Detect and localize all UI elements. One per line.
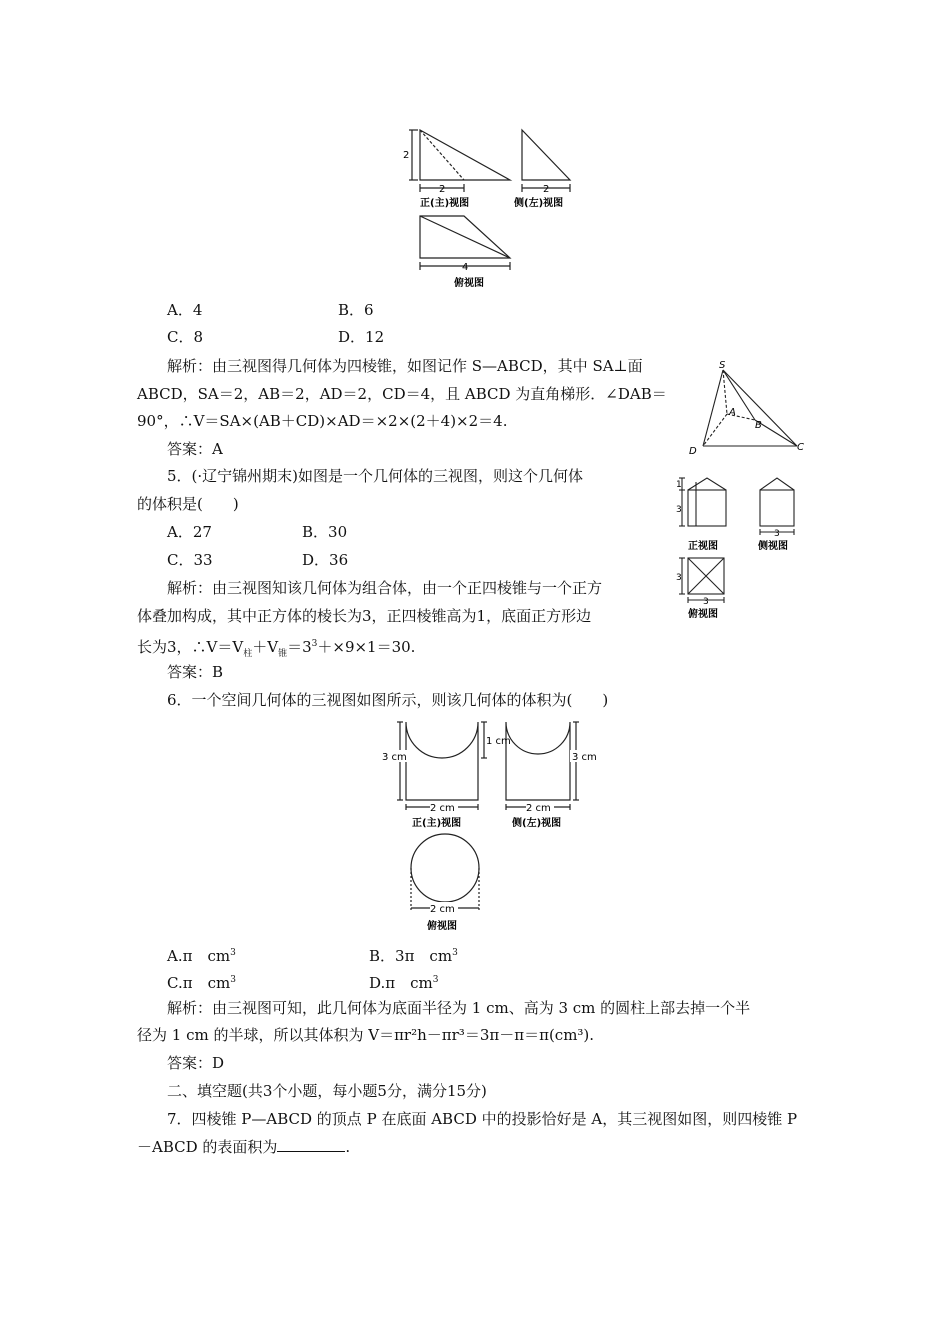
fig6-width-2cm-side: 2 cm bbox=[526, 803, 551, 814]
q4-option-a: A．4 bbox=[167, 301, 203, 319]
q5-stem-line2: 的体积是( ) bbox=[137, 495, 239, 513]
q5-stem-line1: 5．(·辽宁锦州期末)如图是一个几何体的三视图，则这个几何体 bbox=[167, 467, 584, 485]
top-view-caption: 俯视图 bbox=[454, 278, 484, 289]
dim-front-w-label: 2 bbox=[439, 184, 446, 195]
three-view-figure-1 bbox=[400, 120, 590, 295]
q5-answer: 答案：B bbox=[167, 663, 224, 681]
section-fill-in-heading: 二、填空题(共3个小题，每小题5分，满分15分) bbox=[167, 1082, 487, 1100]
fig5-dim-3-top-h: 3 bbox=[703, 597, 709, 607]
q4-option-b: B．6 bbox=[338, 301, 374, 319]
front-view-caption: 正(主)视图 bbox=[420, 198, 470, 209]
q5-sol3-c: ＝3 bbox=[287, 638, 312, 656]
side-view-caption: 侧(左)视图 bbox=[514, 198, 564, 209]
q5-solution-line2: 体叠加构成，其中正方体的棱长为3，正四棱锥高为1，底面正方形边 bbox=[137, 607, 592, 625]
fig6-width-2cm-top: 2 cm bbox=[430, 904, 455, 915]
q5-sol3-b: ＋V bbox=[252, 638, 279, 656]
vertex-a-label: A bbox=[729, 407, 736, 418]
vertex-c-label: C bbox=[797, 442, 804, 453]
q5-sub-cone: 锥 bbox=[278, 649, 288, 659]
q7-stem-line2-end: . bbox=[345, 1138, 351, 1156]
q7-stem-line2-text: －ABCD 的表面积为 bbox=[137, 1138, 278, 1156]
q6-option-a-text: A.π cm bbox=[167, 947, 231, 965]
fig5-dim-1: 1 bbox=[676, 480, 682, 490]
q6-option-a-exp: 3 bbox=[230, 948, 236, 958]
q4-solution-line2: ABCD，SA＝2，AB＝2，AD＝2，CD＝4，且 ABCD 为直角梯形．∠DAB＝ bbox=[137, 385, 667, 403]
three-view-figure-5 bbox=[676, 472, 816, 622]
q5-option-d: D．36 bbox=[302, 551, 349, 569]
q4-solution-line1: 解析：由三视图得几何体为四棱锥，如图记作 S—ABCD，其中 SA⊥面 bbox=[167, 357, 643, 375]
fig6-height-3cm-side: 3 cm bbox=[572, 752, 597, 763]
q6-option-c-text: C.π cm bbox=[167, 974, 231, 992]
q6-stem: 6．一个空间几何体的三视图如图所示，则该几何体的体积为( ) bbox=[167, 691, 609, 709]
q5-option-a: A．27 bbox=[167, 523, 212, 541]
fig5-top-caption: 俯视图 bbox=[688, 609, 718, 620]
q6-option-c bbox=[167, 970, 236, 993]
q7-stem-line1: 7．四棱锥 P—ABCD 的顶点 P 在底面 ABCD 中的投影恰好是 A，其三视图如图，则四棱锥 P bbox=[167, 1110, 798, 1128]
fig6-top-caption: 俯视图 bbox=[427, 921, 457, 932]
q6-option-d bbox=[369, 970, 438, 993]
q5-sup-cube: 3 bbox=[311, 639, 318, 649]
q4-solution-line3: 90°，∴V＝SA×(AB＋CD)×AD＝×2×(2＋4)×2＝4. bbox=[137, 412, 508, 430]
fig6-front-caption: 正(主)视图 bbox=[412, 818, 462, 829]
fig5-front-caption: 正视图 bbox=[688, 541, 718, 552]
q5-solution-line3 bbox=[137, 634, 415, 664]
vertex-b-label: B bbox=[755, 420, 762, 431]
q5-option-c: C．33 bbox=[167, 551, 213, 569]
q4-option-d: D．12 bbox=[338, 328, 385, 346]
q6-option-d-exp: 3 bbox=[432, 975, 439, 985]
q6-option-a bbox=[167, 943, 236, 966]
fig6-width-2cm-front: 2 cm bbox=[430, 803, 455, 814]
q5-solution-line1: 解析：由三视图知该几何体为组合体，由一个正四棱锥与一个正方 bbox=[167, 579, 603, 597]
dim-top-w-label: 4 bbox=[462, 262, 469, 273]
vertex-d-label: D bbox=[689, 446, 697, 457]
three-view-figure-6 bbox=[380, 718, 610, 936]
q5-sol3-a: 长为3，∴V＝V bbox=[137, 638, 244, 656]
q6-solution-line2: 径为 1 cm 的半球，所以其体积为 V＝πr²h－πr³＝3π－π＝π(cm³). bbox=[137, 1026, 595, 1044]
q6-solution-line1: 解析：由三视图可知，此几何体为底面半径为 1 cm、高为 3 cm 的圆柱上部去掉一个半 bbox=[167, 999, 751, 1017]
fig6-side-caption: 侧(左)视图 bbox=[512, 818, 562, 829]
fig5-dim-3-side: 3 bbox=[774, 529, 780, 539]
fig6-height-1cm: 1 cm bbox=[486, 736, 511, 747]
fig5-side-caption: 侧视图 bbox=[758, 541, 788, 552]
q6-option-c-exp: 3 bbox=[230, 975, 236, 985]
q7-stem-line2 bbox=[137, 1137, 350, 1157]
answer-blank bbox=[277, 1137, 345, 1152]
fig5-dim-3-front: 3 bbox=[676, 505, 682, 515]
q5-option-b: B．30 bbox=[302, 523, 348, 541]
q6-option-d-text: D.π cm bbox=[369, 974, 433, 992]
fig6-height-3cm-front: 3 cm bbox=[382, 752, 407, 763]
fig5-dim-3-top-v: 3 bbox=[676, 573, 682, 583]
vertex-s-label: S bbox=[719, 360, 726, 371]
dim-side-w-label: 2 bbox=[543, 184, 550, 195]
q6-option-b-text: B．3π cm bbox=[369, 947, 453, 965]
pyramid-figure bbox=[685, 358, 810, 458]
q6-option-b bbox=[369, 943, 458, 966]
q6-option-b-exp: 3 bbox=[452, 948, 458, 958]
q4-answer: 答案：A bbox=[167, 440, 223, 458]
q6-answer: 答案：D bbox=[167, 1054, 225, 1072]
q5-sub-cylinder: 柱 bbox=[243, 649, 253, 659]
q5-sol3-d: ＋×9×1＝30. bbox=[317, 638, 416, 656]
dim-h-label: 2 bbox=[403, 150, 410, 161]
q4-option-c: C．8 bbox=[167, 328, 204, 346]
